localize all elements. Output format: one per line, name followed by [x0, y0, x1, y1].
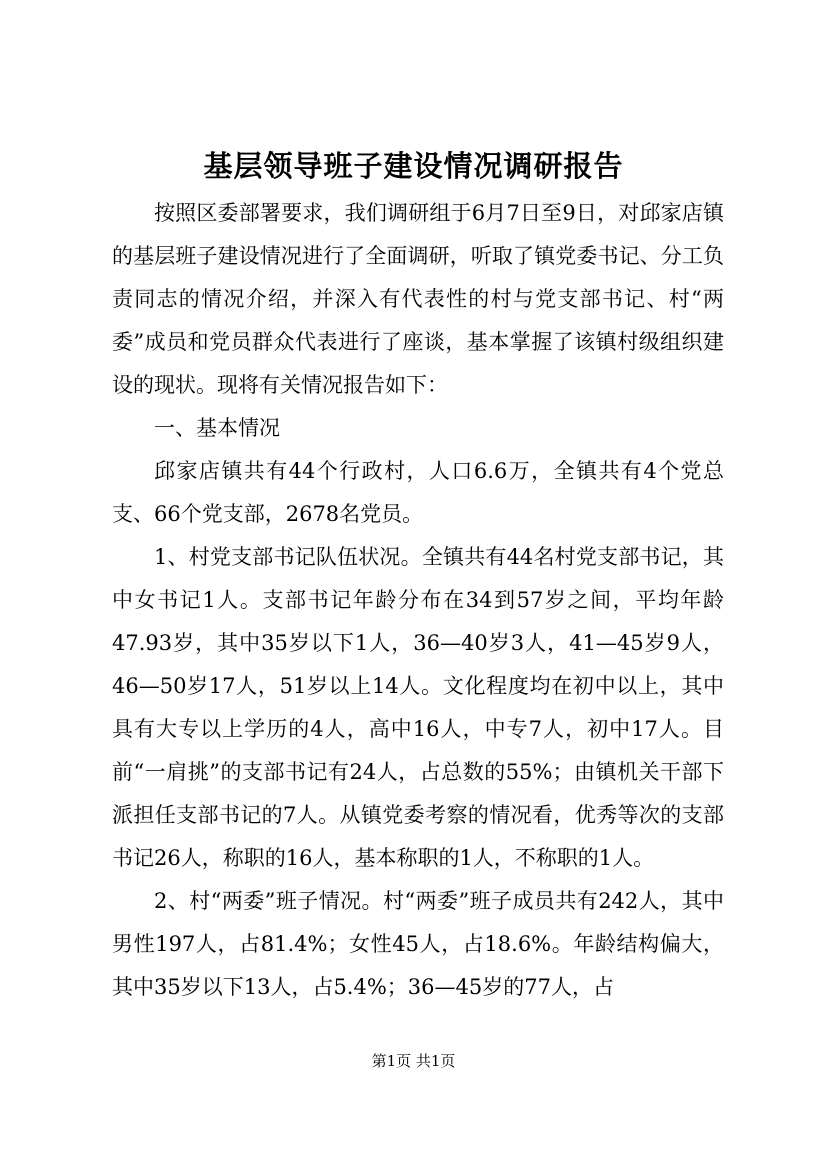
- secretary-team-paragraph: 1、村党支部书记队伍状况。全镇共有44名村党支部书记，其中女书记1人。支部书记年龄分布在34到57岁之间，平均年龄47.93岁，其中35岁以下1人，36—40岁3人，41—45岁9人，46—50岁17人，51岁以上14人。文化程度均在初中以上，其中具有大专以上学历的4人，高中16人，中专7人，初中17人。目前“一肩挑”的支部书记有24人，占总数的55%；由镇机关干部下派担任支部书记的7人。从镇党委考察的情况看，优秀等次的支部书记26人，称职的16人，基本称职的1人，不称职的1人。: [112, 545, 724, 870]
- overview-paragraph: 邱家店镇共有44个行政村，人口6.6万，全镇共有4个党总支、66个党支部，2678名党员。: [112, 459, 724, 526]
- intro-paragraph: 按照区委部署要求，我们调研组于6月7日至9日，对邱家店镇的基层班子建设情况进行了全面调研，听取了镇党委书记、分工负责同志的情况介绍，并深入有代表性的村与党支部书记、村“两委”成员和党员群众代表进行了座谈，基本掌握了该镇村级组织建设的现状。现将有关情况报告如下：: [112, 201, 724, 397]
- two-committees-paragraph: 2、村“两委”班子情况。村“两委”班子成员共有242人，其中男性197人，占81.4%；女性45人，占18.6%。年龄结构偏大，其中35岁以下13人，占5.4%；36—45岁的77人，占: [112, 889, 724, 999]
- section-heading-basic-situation: 一、基本情况: [154, 416, 280, 440]
- page-number-footer: 第1页 共1页: [371, 1052, 456, 1070]
- document-body: [112, 192, 724, 1009]
- document-title: 基层领导班子建设情况调研报告: [203, 149, 624, 183]
